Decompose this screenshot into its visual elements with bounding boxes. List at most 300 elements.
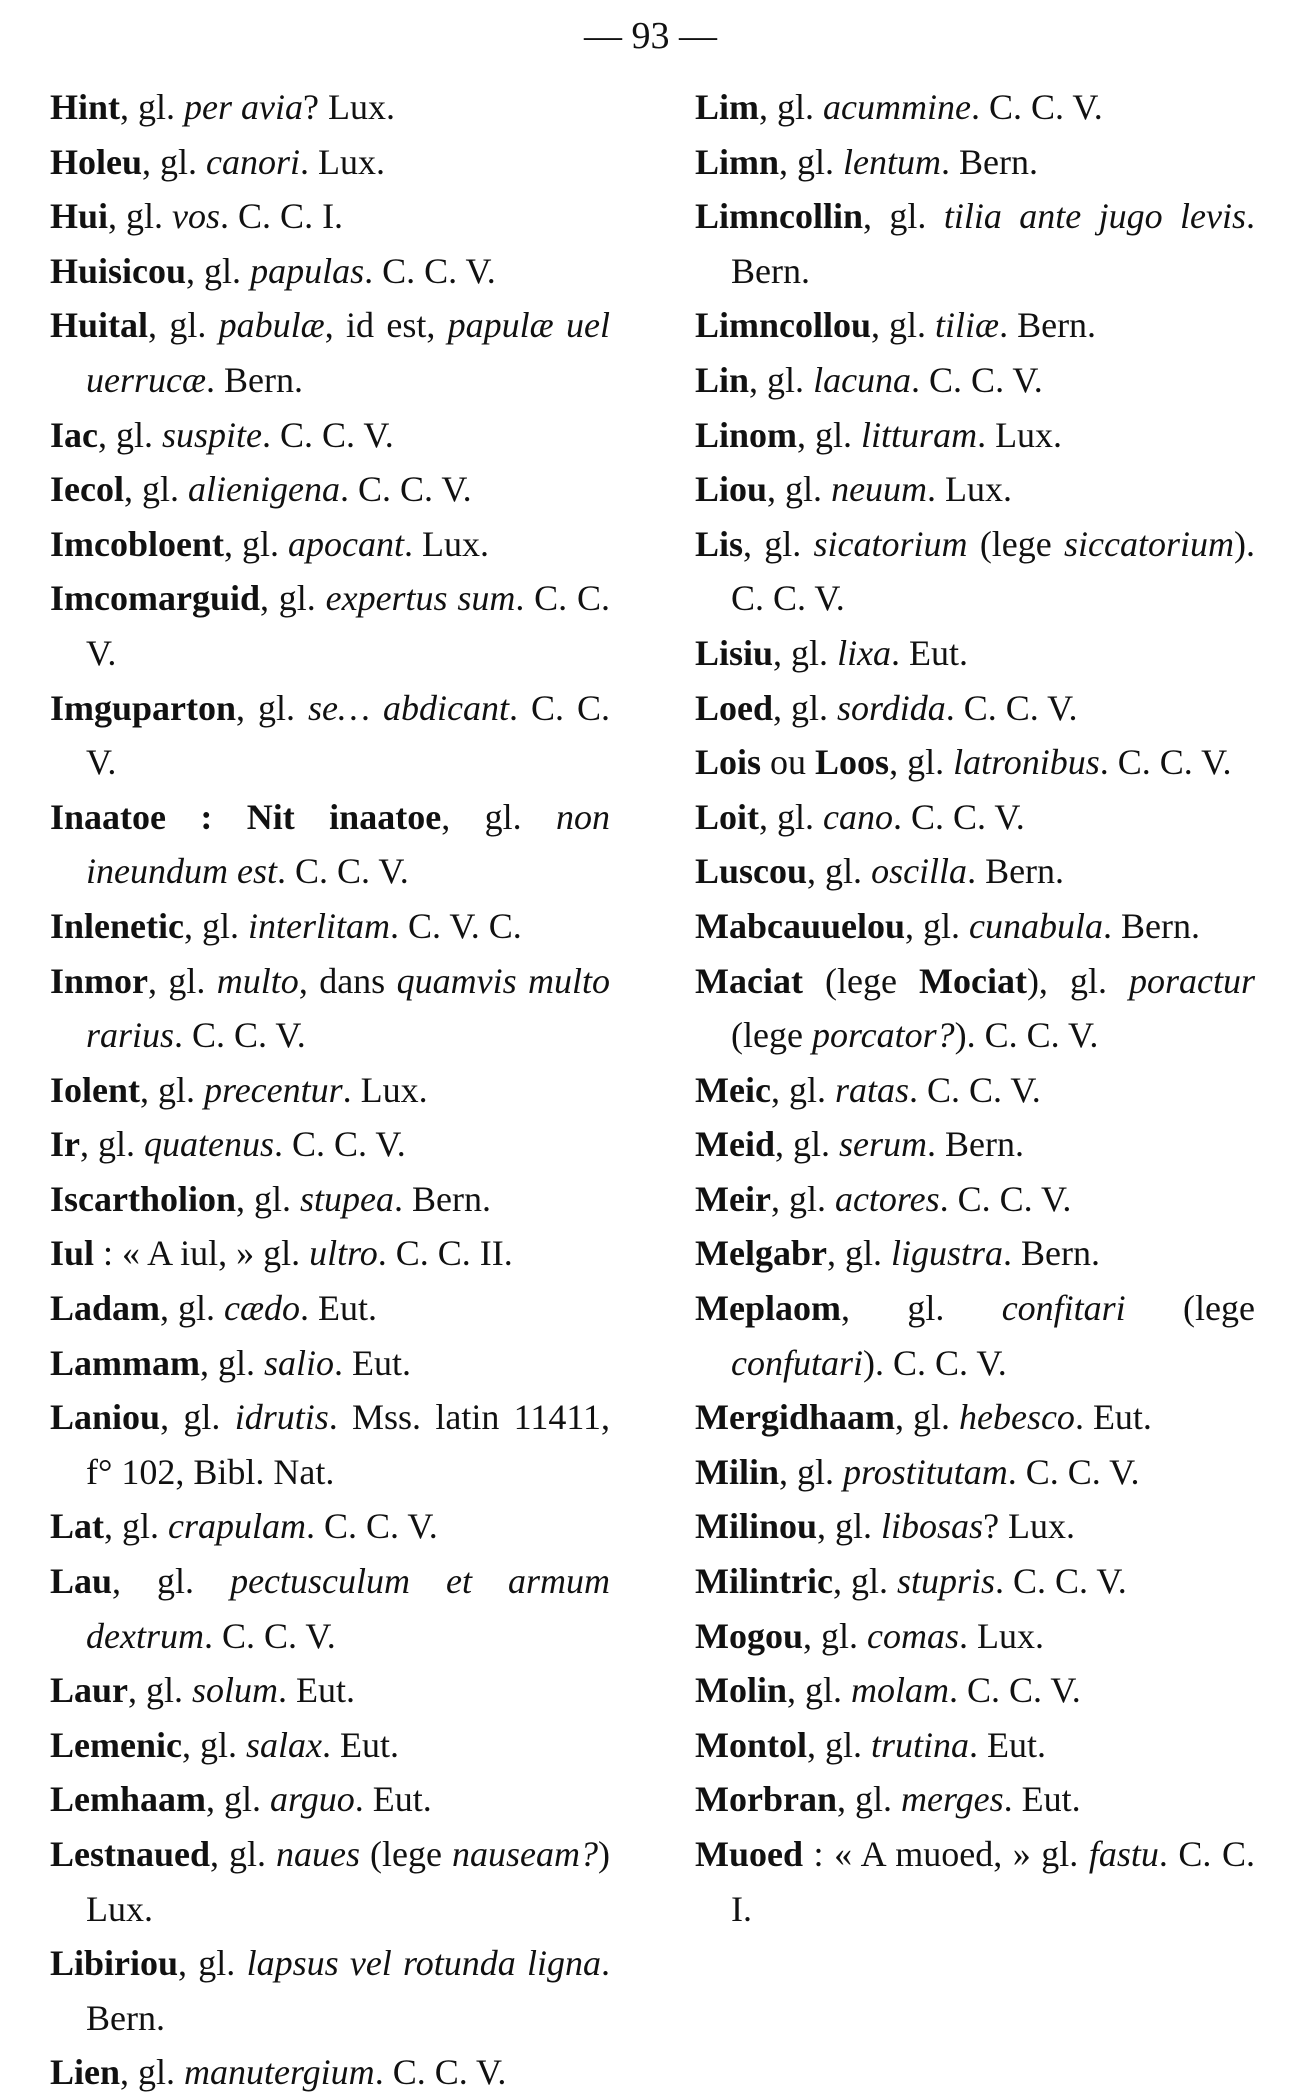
glossary-entry (695, 1718, 1255, 1773)
entry-gloss: lentum (843, 141, 942, 182)
entry-text: . Lux. (300, 141, 386, 182)
entry-gloss: fastu (1088, 1834, 1159, 1874)
entry-headword: Maciat (695, 960, 803, 1001)
entry-text: , gl. (889, 742, 954, 783)
entry-gloss: alienigena (187, 469, 340, 510)
entry-text: , gl. (140, 1069, 205, 1110)
entry-text: , gl. (832, 1561, 897, 1602)
entry-gloss: solum (192, 1670, 279, 1711)
entry-headword: Meir (695, 1178, 771, 1219)
entry-text: , dans (298, 960, 397, 1001)
entry-headword: Meplaom (695, 1288, 841, 1329)
entry-headword: Molin (695, 1670, 788, 1711)
entry-text: (lege (360, 1834, 452, 1874)
entry-headword: Mogou (695, 1615, 803, 1656)
entry-text: . Lux. (342, 1069, 428, 1110)
entry-headword: Melgabr (695, 1233, 827, 1274)
entry-text: , gl. (770, 1069, 835, 1110)
glossary-entry (50, 1390, 610, 1499)
entry-text: , gl. (120, 2052, 185, 2093)
glossary-entry (50, 189, 610, 244)
glossary-entry (695, 1117, 1255, 1172)
glossary-entry (695, 462, 1255, 517)
entry-gloss: papulæ uel uerrucæ (86, 305, 610, 400)
entry-headword: Lim (695, 87, 760, 127)
entry-text: , gl. (104, 1506, 169, 1547)
entry-headword: Iac (50, 414, 98, 455)
entry-text: , gl. (779, 141, 844, 182)
entry-text: , gl. (199, 1342, 264, 1383)
glossary-entry (50, 408, 610, 463)
entry-gloss: tiliæ (935, 305, 1000, 346)
entry-gloss: latronibus (953, 742, 1100, 783)
glossary-entry (50, 135, 610, 190)
entry-text: Mociat (918, 960, 1027, 1001)
entry-headword: Muoed (695, 1834, 803, 1874)
entry-text: , gl. (128, 1670, 193, 1711)
glossary-entry (695, 954, 1255, 1063)
entry-gloss: vos (172, 196, 221, 237)
entry-headword: Lien (50, 2052, 121, 2093)
glossary-entry (695, 899, 1255, 954)
entry-text: , gl. (120, 87, 185, 127)
entry-text: . C. C. V. (1099, 742, 1232, 783)
glossary-entry (50, 954, 610, 1063)
entry-text: , gl. (759, 796, 824, 837)
entry-headword: Hint (50, 87, 121, 127)
entry-text: . C. C. V. (306, 1506, 438, 1547)
entry-gloss: pabulæ (218, 305, 325, 346)
entry-text: ? Lux. (303, 87, 395, 127)
entry-text: . Eut. (354, 1779, 432, 1820)
entry-text: , gl. (905, 905, 970, 946)
entry-headword: Mabcauuelou (695, 905, 906, 946)
entry-headword: Lau (50, 1561, 113, 1602)
entry-headword: Mergidhaam (695, 1397, 895, 1438)
entry-text: . C. C. V. (364, 250, 496, 291)
entry-headword: Ladam (50, 1288, 161, 1329)
entry-text: . C. C. V. (86, 578, 610, 673)
entry-gloss: cano (823, 796, 894, 837)
entry-gloss: stupris (896, 1561, 996, 1602)
glossary-entry (50, 1718, 610, 1773)
entry-headword: Montol (695, 1724, 807, 1765)
entry-headword: Liou (695, 469, 768, 510)
glossary-entry (695, 298, 1255, 353)
entry-headword: Morbran (695, 1779, 837, 1820)
entry-text: , gl. (441, 796, 556, 837)
entry-text: , gl. (112, 1561, 231, 1602)
glossary-column-left (50, 80, 610, 2100)
entry-text: . C. C. V. (1007, 1451, 1140, 1492)
entry-text: ). C. C. V. (954, 1015, 1099, 1056)
entry-text: . C. C. V. (274, 1124, 406, 1165)
entry-text: , gl. (160, 1397, 235, 1438)
entry-headword: Laniou (50, 1397, 161, 1438)
entry-headword: Lin (695, 359, 750, 400)
glossary-entry (50, 1172, 610, 1227)
entry-text: . Bern. (1003, 1233, 1100, 1274)
entry-gloss: multo (216, 960, 299, 1001)
entry-headword: Laur (50, 1670, 129, 1711)
entry-gloss: lixa (837, 632, 892, 673)
entry-gloss: cædo (224, 1288, 301, 1329)
entry-text: , gl. (236, 1178, 301, 1219)
entry-text: , gl. (767, 469, 832, 510)
entry-gloss: expertus sum (325, 578, 516, 619)
entry-headword: Ir (50, 1124, 80, 1165)
entry-text: ? Lux. (983, 1506, 1076, 1547)
entry-gloss: confitari (1001, 1288, 1126, 1329)
entry-headword: Limncollin (695, 196, 864, 237)
entry-text: . C. C. V. (971, 87, 1103, 127)
entry-text: . Bern. (941, 141, 1039, 182)
entry-headword: Lammam (50, 1342, 200, 1383)
entry-text: . Eut. (891, 632, 969, 673)
entry-gloss: interlitam (248, 905, 390, 946)
entry-text: . Eut. (1074, 1397, 1152, 1438)
entry-text: . C. C. V. (262, 414, 394, 455)
glossary-entry (50, 1336, 610, 1391)
entry-headword: Meid (695, 1124, 775, 1165)
entry-text: . Eut. (334, 1342, 412, 1383)
glossary-entry (695, 1772, 1255, 1827)
entry-text: . C. C. V. (939, 1178, 1072, 1219)
entry-text: , gl. (148, 305, 219, 346)
glossary-entry (50, 1936, 610, 2045)
glossary-entry (50, 1772, 610, 1827)
glossary-entry (695, 1499, 1255, 1554)
entry-headword: Hui (50, 196, 109, 237)
glossary-entry (50, 1281, 610, 1336)
glossary-entry (695, 1663, 1255, 1718)
entry-text: . C. C. I. (731, 1834, 1255, 1929)
entry-gloss: litturam (861, 414, 978, 455)
entry-gloss: papulas (250, 250, 365, 291)
glossary-entry (695, 1609, 1255, 1664)
entry-text: , gl. (759, 87, 824, 127)
glossary-entry (695, 844, 1255, 899)
entry-text: . C. C. V. (949, 1670, 1081, 1711)
entry-text: . C. C. II. (377, 1233, 513, 1274)
entry-text: , gl. (894, 1397, 959, 1438)
entry-text: ), gl. (1026, 960, 1129, 1001)
entry-gloss: siccatorium (1064, 523, 1234, 564)
entry-headword: Lis (695, 523, 744, 564)
entry-headword: Imcomarguid (50, 578, 260, 619)
entry-gloss: ratas (834, 1069, 909, 1110)
entry-headword: Lisiu (695, 632, 774, 673)
entry-text: , gl. (863, 196, 944, 237)
glossary-entry (695, 1226, 1255, 1281)
entry-headword: Imguparton (50, 687, 237, 728)
glossary-entry (695, 1281, 1255, 1390)
entry-text: . C. C. V. (995, 1561, 1127, 1602)
entry-headword: Milin (695, 1451, 780, 1492)
entry-text: ) Lux. (86, 1834, 610, 1929)
entry-text: . C. V. C. (390, 905, 522, 946)
entry-text: ou (761, 742, 816, 783)
entry-gloss: canori (206, 141, 301, 182)
entry-gloss: neuum (831, 469, 928, 510)
entry-gloss: cunabula (969, 905, 1104, 946)
glossary-entry (50, 1499, 610, 1554)
entry-gloss: lacuna (813, 359, 912, 400)
entry-text: , gl. (770, 1178, 835, 1219)
entry-text: , gl. (123, 469, 188, 510)
entry-gloss: serum (839, 1124, 927, 1165)
entry-text: , gl. (743, 523, 814, 564)
entry-headword: Linom (695, 414, 798, 455)
entry-text: , gl. (807, 851, 872, 892)
entry-headword: Loit (695, 796, 760, 837)
entry-headword: Luscou (695, 851, 808, 892)
entry-gloss: quamvis multo rarius (86, 960, 610, 1056)
entry-text: , gl. (186, 250, 251, 291)
glossary-entry (50, 244, 610, 299)
entry-text: Loos (815, 742, 890, 783)
entry-gloss: lapsus vel rotunda ligna (246, 1943, 601, 1984)
entry-headword: Milinou (695, 1506, 818, 1547)
entry-gloss: stupea (300, 1178, 395, 1219)
entry-headword: Limncollou (695, 305, 872, 346)
glossary-entry (695, 1554, 1255, 1609)
entry-gloss: sicatorium (813, 523, 968, 564)
entry-text: (lege (1125, 1288, 1255, 1329)
glossary-entry (695, 681, 1255, 736)
entry-gloss: libosas (881, 1506, 984, 1547)
entry-headword: Inaatoe : Nit inaatoe (50, 796, 442, 837)
entry-headword: Loed (695, 687, 774, 728)
glossary-entry (695, 80, 1255, 135)
entry-text: . Lux. (927, 469, 1013, 510)
entry-headword: Lois (695, 742, 762, 783)
entry-gloss: ultro (309, 1233, 378, 1274)
entry-text: (lege (731, 1015, 812, 1056)
entry-text: , gl. (236, 687, 309, 728)
entry-text: ). C. C. V. (863, 1342, 1007, 1383)
entry-text: , gl. (160, 1288, 225, 1329)
entry-headword: Huisicou (50, 250, 187, 291)
entry-text: , gl. (773, 687, 838, 728)
entry-text: , gl. (787, 1670, 852, 1711)
entry-gloss: idrutis (234, 1397, 329, 1438)
entry-gloss: apocant (288, 523, 404, 564)
entry-text: , gl. (871, 305, 936, 346)
glossary-entry (50, 298, 610, 407)
glossary-entry (50, 1226, 610, 1281)
glossary-entry (695, 408, 1255, 463)
entry-headword: Inmor (50, 960, 148, 1001)
entry-gloss: arguo (270, 1779, 355, 1820)
entry-gloss: precentur (204, 1069, 343, 1110)
entry-headword: Iul (50, 1233, 95, 1274)
entry-text: . C. C. V. (86, 687, 610, 783)
entry-text: . Eut. (1003, 1779, 1081, 1820)
entry-text: , gl. (98, 414, 163, 455)
entry-text: . C. C. V. (911, 359, 1043, 400)
entry-text: . Bern. (1103, 905, 1201, 946)
glossary-entry (50, 80, 610, 135)
glossary-entry (695, 189, 1255, 298)
entry-gloss: tilia ante jugo levis (943, 196, 1246, 237)
page-number: — 93 — (584, 15, 717, 57)
entry-text: . Bern. (86, 1943, 610, 2038)
entry-text: . C. C. V. (276, 851, 409, 892)
entry-gloss: nauseam? (452, 1834, 598, 1874)
entry-headword: Iecol (50, 469, 124, 510)
entry-gloss: actores (834, 1178, 940, 1219)
entry-text: . Mss. latin 11411, f° 102, Bibl. Nat. (86, 1397, 610, 1492)
entry-text: (lege (802, 960, 919, 1001)
entry-headword: Lat (50, 1506, 104, 1547)
entry-text: , gl. (826, 1233, 891, 1274)
entry-gloss: non ineundum est (86, 796, 610, 892)
entry-text: , gl. (807, 1724, 872, 1765)
glossary-entry (695, 135, 1255, 190)
entry-text: . Lux. (977, 414, 1063, 455)
entry-headword: Imcobloent (50, 523, 224, 564)
glossary-entry (695, 790, 1255, 845)
glossary-entry (50, 1117, 610, 1172)
entry-text: . C. C. V. (893, 796, 1025, 837)
glossary-entry (695, 626, 1255, 681)
entry-gloss: ligustra (890, 1233, 1004, 1274)
glossary-entry (695, 1390, 1255, 1445)
entry-text: . Eut. (969, 1724, 1047, 1765)
entry-gloss: crapulam (168, 1506, 307, 1547)
entry-gloss: manutergium (184, 2052, 375, 2093)
glossary-entry (50, 1063, 610, 1118)
glossary-column-right (695, 80, 1255, 1936)
entry-gloss: porcator? (811, 1015, 955, 1056)
entry-gloss: poractur (1129, 960, 1255, 1001)
entry-gloss: oscilla (871, 851, 968, 892)
entry-gloss: suspite (162, 414, 263, 455)
entry-text: , gl. (840, 1288, 1002, 1329)
glossary-entry (50, 2045, 610, 2100)
entry-text: , gl. (108, 196, 173, 237)
entry-text: . Eut. (278, 1670, 356, 1711)
entry-text: , gl. (774, 1124, 839, 1165)
entry-gloss: molam (851, 1670, 950, 1711)
entry-text: . Eut. (321, 1724, 399, 1765)
entry-text: . Bern. (999, 305, 1097, 346)
glossary-entry (50, 571, 610, 680)
entry-headword: Lemenic (50, 1724, 182, 1765)
entry-gloss: naues (276, 1834, 361, 1874)
entry-gloss: merges (901, 1779, 1004, 1820)
entry-text: . Lux. (959, 1615, 1045, 1656)
entry-gloss: sordida (837, 687, 946, 728)
entry-text: , id est, (324, 305, 448, 346)
entry-gloss: trutina (871, 1724, 970, 1765)
entry-gloss: salax (245, 1724, 322, 1765)
entry-headword: Iscartholion (50, 1178, 237, 1219)
glossary-entry (695, 1445, 1255, 1500)
entry-text: ). C. C. V. (731, 523, 1255, 619)
entry-gloss: acummine (823, 87, 971, 127)
glossary-entry (50, 462, 610, 517)
entry-gloss: pectusculum et armum dextrum (86, 1561, 610, 1656)
entry-text: , gl. (210, 1834, 277, 1874)
entry-text: , gl. (773, 632, 838, 673)
entry-gloss: prostitutam (843, 1451, 1008, 1492)
entry-text: . C. C. V. (174, 1015, 306, 1056)
entry-gloss: se… abdicant (308, 687, 509, 728)
entry-gloss: hebesco (958, 1397, 1075, 1438)
entry-text: . Bern. (394, 1178, 492, 1219)
entry-gloss: quatenus (144, 1124, 275, 1165)
glossary-entry (695, 1063, 1255, 1118)
entry-text: . C. C. V. (339, 469, 472, 510)
entry-text: : « A muoed, » gl. (803, 1834, 1089, 1874)
entry-text: , gl. (803, 1615, 868, 1656)
entry-headword: Lemhaam (50, 1779, 206, 1820)
entry-headword: Inlenetic (50, 905, 184, 946)
glossary-entry (50, 1554, 610, 1663)
glossary-entry (695, 1827, 1255, 1936)
glossary-entry (695, 735, 1255, 790)
entry-text: . C. C. V. (203, 1615, 336, 1656)
entry-text: . Eut. (300, 1288, 378, 1329)
glossary-entry (50, 681, 610, 790)
entry-text: , gl. (183, 905, 248, 946)
entry-text: , gl. (80, 1124, 145, 1165)
entry-text: . C. C. I. (220, 196, 344, 237)
glossary-entry (50, 899, 610, 954)
glossary-entry (695, 517, 1255, 626)
entry-text: , gl. (749, 359, 814, 400)
entry-text: . C. C. V. (374, 2052, 507, 2093)
entry-text: . C. C. V. (908, 1069, 1041, 1110)
entry-headword: Milintric (695, 1561, 833, 1602)
glossary-entry (50, 517, 610, 572)
entry-gloss: confutari (731, 1342, 863, 1383)
entry-text: . Bern. (731, 196, 1255, 291)
entry-text: . Lux. (404, 523, 489, 564)
entry-headword: Meic (695, 1069, 771, 1110)
entry-gloss: comas (867, 1615, 960, 1656)
entry-text: , gl. (779, 1451, 844, 1492)
entry-text: . Bern. (206, 359, 303, 400)
entry-text: , gl. (178, 1943, 247, 1984)
entry-gloss: per avia (184, 87, 303, 127)
entry-text: , gl. (260, 578, 326, 619)
entry-text: . Bern. (967, 851, 1065, 892)
entry-text: . C. C. V. (945, 687, 1078, 728)
entry-text: , gl. (148, 960, 217, 1001)
entry-text: , gl. (181, 1724, 246, 1765)
entry-text: : « A iul, » gl. (94, 1233, 310, 1274)
entry-headword: Lestnaued (50, 1834, 211, 1874)
entry-text: , gl. (206, 1779, 271, 1820)
entry-headword: Limn (695, 141, 780, 182)
entry-text: , gl. (797, 414, 862, 455)
glossary-entry (50, 790, 610, 899)
entry-gloss: salio (264, 1342, 335, 1383)
entry-headword: Huital (50, 305, 149, 346)
entry-headword: Libiriou (50, 1943, 179, 1984)
entry-text: . Bern. (927, 1124, 1024, 1165)
entry-text: , gl. (836, 1779, 901, 1820)
entry-headword: Holeu (50, 141, 143, 182)
glossary-entry (50, 1827, 610, 1936)
entry-text: , gl. (142, 141, 207, 182)
glossary-entry (50, 1663, 610, 1718)
entry-text: , gl. (224, 523, 289, 564)
glossary-entry (695, 353, 1255, 408)
